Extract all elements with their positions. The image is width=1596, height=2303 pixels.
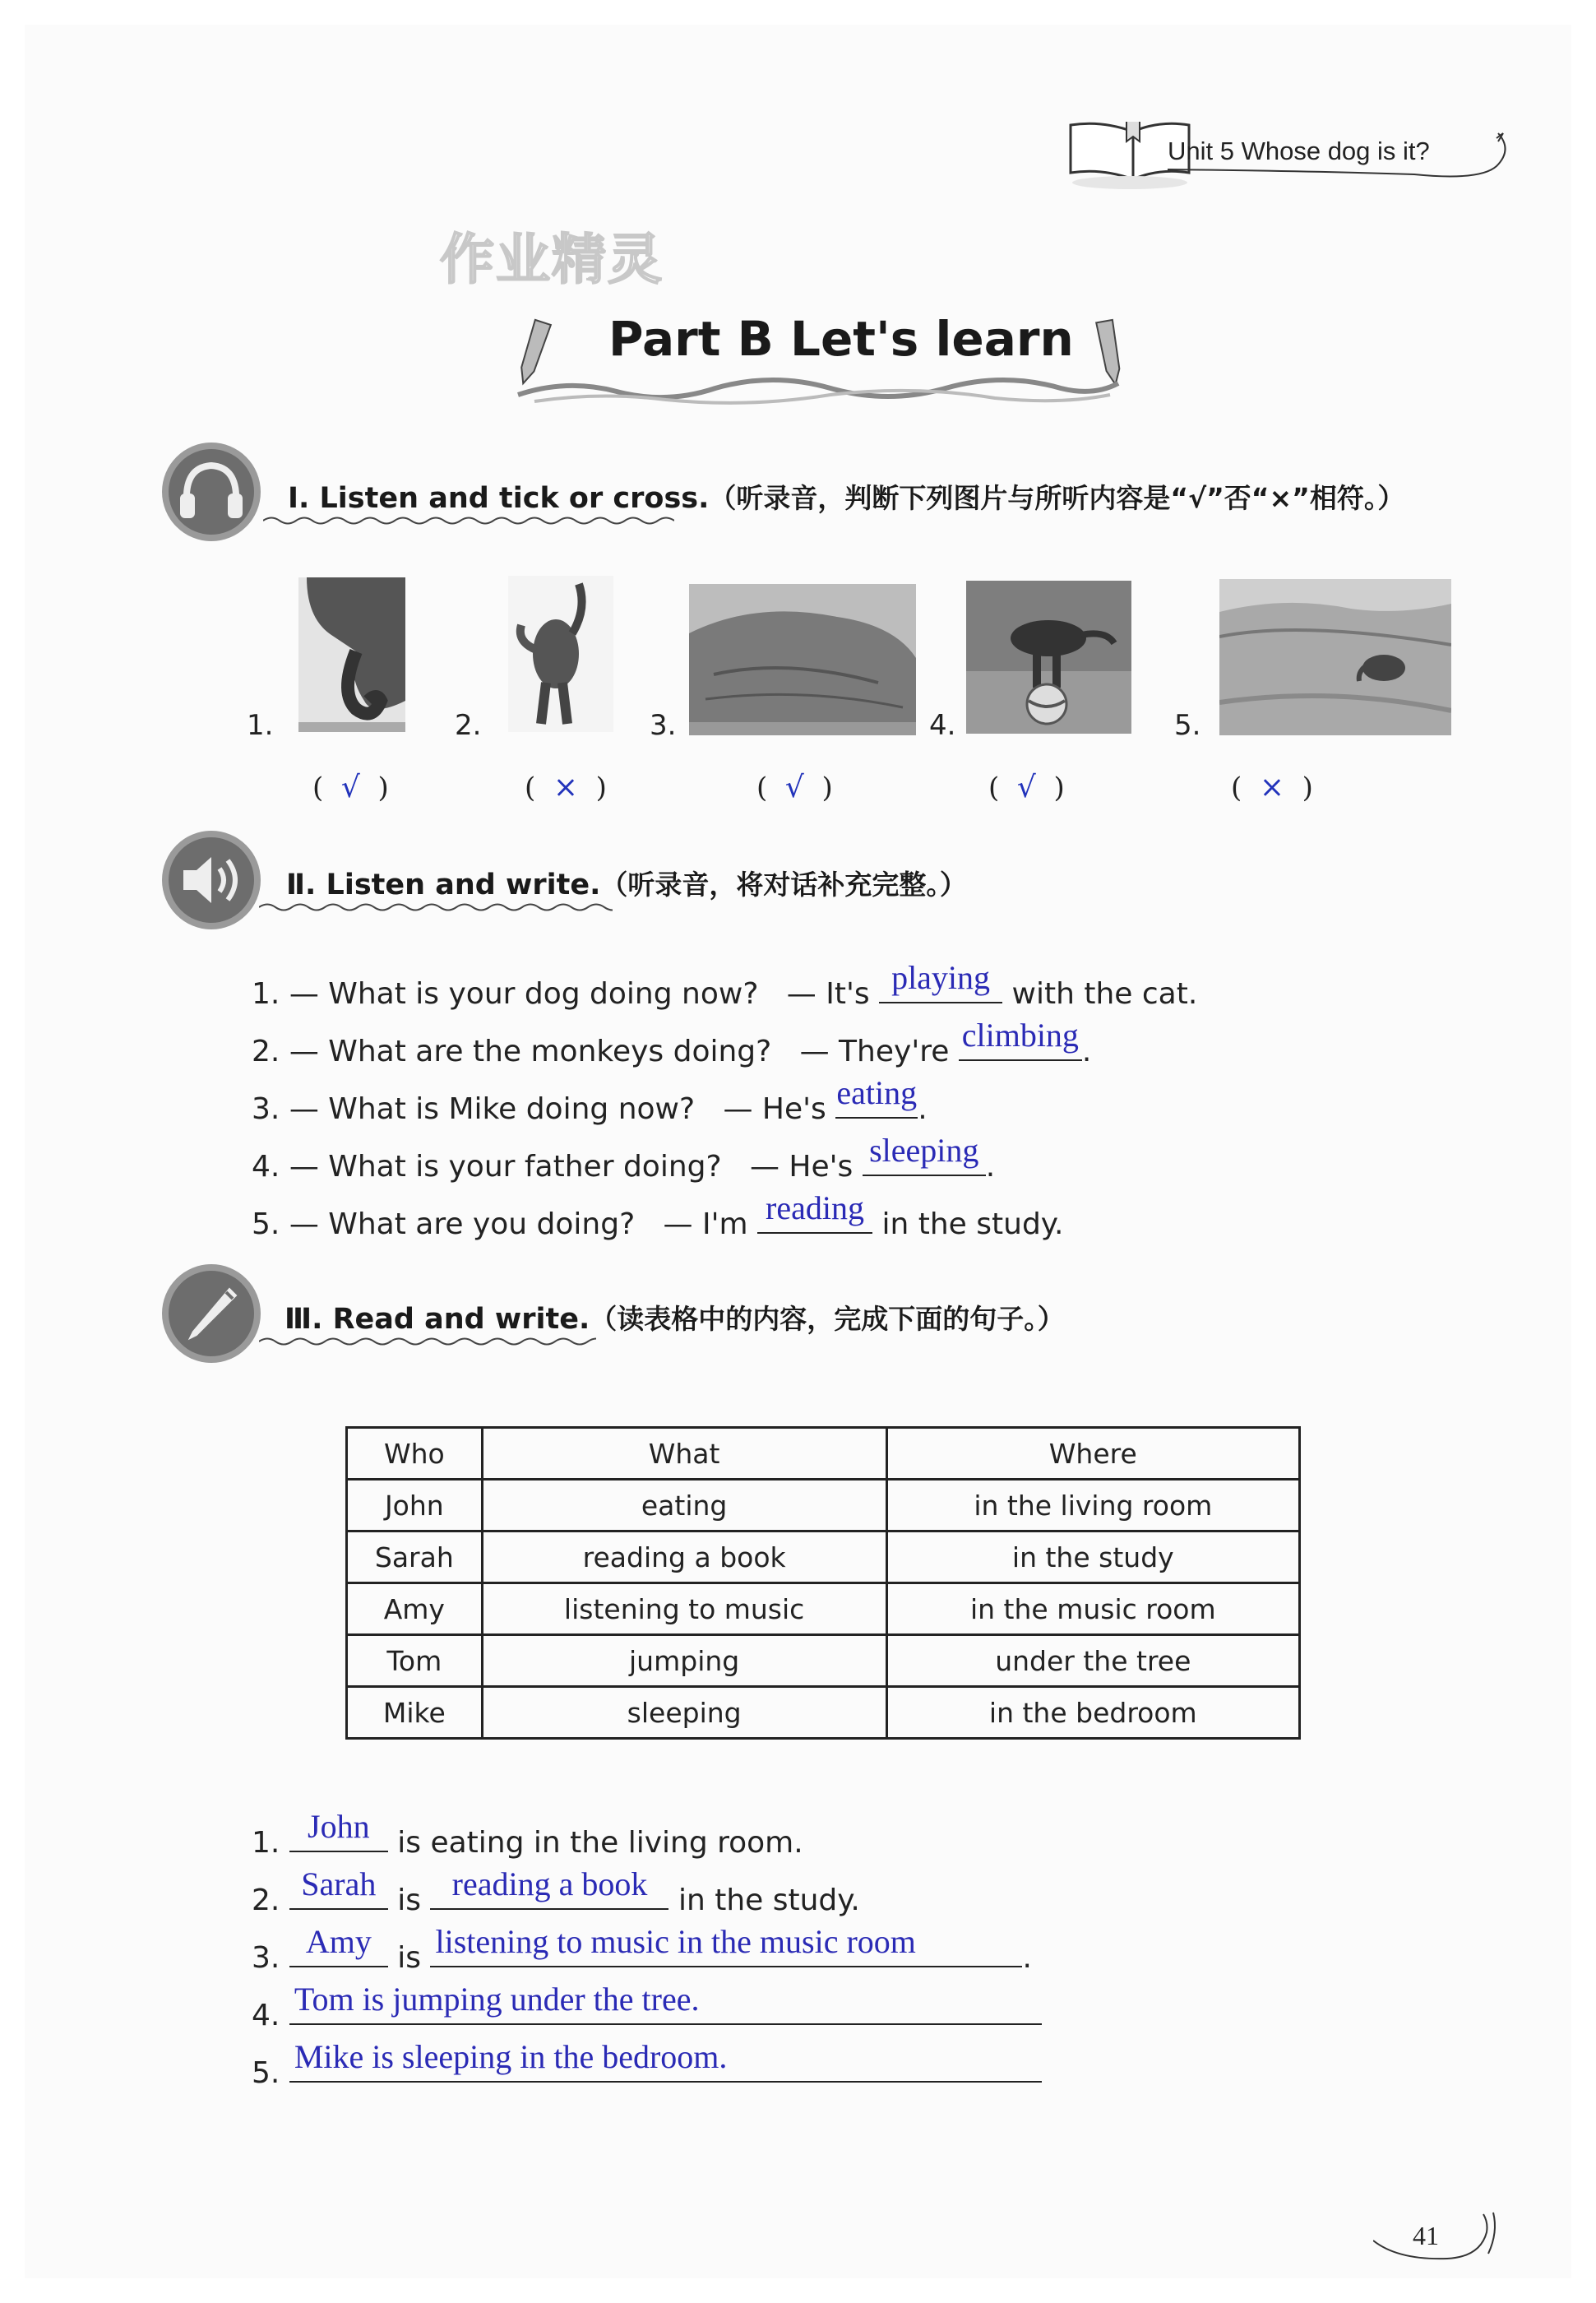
- elephant-lying-image: [689, 584, 916, 735]
- headphones-icon: [160, 441, 263, 544]
- table-cell: in the music room: [886, 1583, 1299, 1635]
- answer-1: ( √ ): [312, 771, 389, 804]
- unit-title: Unit 5 Whose dog is it?: [1168, 137, 1430, 165]
- sentence-4: 4. Tom is jumping under the tree.: [252, 1995, 1042, 2032]
- answer-5: ( × ): [1231, 771, 1313, 804]
- dialogue-5-blank[interactable]: reading: [757, 1204, 872, 1234]
- table-cell: Sarah: [347, 1531, 483, 1583]
- elephant-trunk-curled-image: [298, 577, 405, 732]
- elephant-on-ball-image: [966, 581, 1131, 734]
- watermark: 作业精灵: [440, 228, 664, 291]
- sentence-5: 5. Mike is sleeping in the bedroom.: [252, 2053, 1042, 2090]
- pencil-icon: [160, 1263, 263, 1365]
- dialogue-2: 2. — What are the monkeys doing? — They're climbing .: [252, 1017, 1092, 1068]
- table-header-cell: What: [482, 1428, 886, 1480]
- pencil-icon-right: [1096, 320, 1123, 386]
- section1-wavy-underline: [263, 515, 674, 526]
- unit-header: [1069, 117, 1513, 191]
- picture-1-number: 1.: [247, 709, 274, 742]
- table-header-cell: Who: [347, 1428, 483, 1480]
- sentence-2: 2. Sarah is reading a book in the study.: [252, 1865, 860, 1917]
- picture-1-elephant-trunk: [298, 577, 405, 732]
- sentence-3-blank-who[interactable]: Amy: [289, 1938, 388, 1967]
- elephant-in-water-image: [1219, 579, 1451, 735]
- sentence-1-blank[interactable]: John: [289, 1823, 388, 1852]
- table-cell: in the bedroom: [886, 1687, 1299, 1739]
- sentence-2-blank-what[interactable]: reading a book: [430, 1880, 668, 1910]
- elephant-standing-image: [508, 576, 613, 732]
- section3-heading: [285, 1298, 1065, 1337]
- dialogue-1: 1. — What is your dog doing now? — It's playing with the cat.: [252, 959, 1198, 1011]
- table-cell: in the study: [886, 1531, 1299, 1583]
- section1-title: Ⅰ. Listen and tick or cross.: [288, 482, 710, 515]
- section1-instruction: （听录音，判断下列图片与所听内容是“√”否“×”相符。）: [709, 482, 1405, 514]
- dialogue-1-blank[interactable]: playing: [879, 974, 1002, 1003]
- section2-title: Ⅱ. Listen and write.: [286, 869, 601, 901]
- table-row: [347, 1531, 1300, 1583]
- table-header-row: [347, 1428, 1300, 1480]
- table-cell: John: [347, 1480, 483, 1531]
- table-row: [347, 1583, 1300, 1635]
- table-cell: Amy: [347, 1583, 483, 1635]
- page-number-decoration: [1373, 2208, 1505, 2265]
- picture-4-number: 4.: [929, 709, 956, 742]
- page-number: 41: [1413, 2221, 1439, 2250]
- answer-4: ( √ ): [988, 771, 1065, 804]
- answer-3: ( √ ): [756, 771, 833, 804]
- dialogue-4-blank[interactable]: sleeping: [863, 1147, 986, 1176]
- sentence-2-blank-who[interactable]: Sarah: [289, 1880, 388, 1910]
- picture-2-number: 2.: [455, 709, 482, 742]
- section3-instruction: （读表格中的内容，完成下面的句子。）: [590, 1303, 1065, 1335]
- section2-wavy-underline: [259, 901, 613, 913]
- picture-3-number: 3.: [650, 709, 677, 742]
- section1-heading: [288, 477, 1404, 516]
- table-cell: eating: [482, 1480, 886, 1531]
- speaker-icon: [160, 829, 263, 932]
- sentence-3-blank-rest[interactable]: listening to music in the music room: [430, 1938, 1022, 1967]
- table-cell: listening to music: [482, 1583, 886, 1635]
- table-cell: under the tree: [886, 1635, 1299, 1687]
- table-cell: jumping: [482, 1635, 886, 1687]
- table-row: [347, 1687, 1300, 1739]
- picture-2-elephant-standing: [508, 576, 613, 732]
- table-cell: reading a book: [482, 1531, 886, 1583]
- table-row: [347, 1480, 1300, 1531]
- dialogue-3-blank[interactable]: eating: [835, 1089, 918, 1119]
- dialogue-5: 5. — What are you doing? — I'm reading in the study.: [252, 1189, 1064, 1241]
- answer-2: ( × ): [525, 771, 607, 804]
- dialogue-4: 4. — What is your father doing? — He's sleeping .: [252, 1132, 996, 1184]
- sentence-1: 1. John is eating in the living room.: [252, 1808, 803, 1860]
- table-cell: in the living room: [886, 1480, 1299, 1531]
- dialogue-2-blank[interactable]: climbing: [959, 1031, 1082, 1061]
- table-cell: sleeping: [482, 1687, 886, 1739]
- page-title: Part B Let's learn: [608, 311, 1074, 367]
- picture-5-elephant-in-water: [1219, 579, 1451, 735]
- pencil-icon-left: [516, 320, 551, 386]
- section3-title: Ⅲ. Read and write.: [285, 1303, 590, 1336]
- sentence-4-blank[interactable]: Tom is jumping under the tree.: [289, 1995, 1042, 2025]
- picture-4-elephant-on-ball: [966, 581, 1131, 734]
- info-table: [345, 1426, 1301, 1740]
- section3-wavy-underline: [259, 1336, 596, 1347]
- section2-heading: [286, 864, 967, 902]
- dialogue-3: 3. — What is Mike doing now? — He's eating .: [252, 1074, 928, 1126]
- picture-3-elephant-lying: [689, 584, 916, 735]
- picture-5-number: 5.: [1174, 709, 1201, 742]
- table-cell: Mike: [347, 1687, 483, 1739]
- sentence-3: 3. Amy is listening to music in the music room .: [252, 1923, 1032, 1975]
- table-header-cell: Where: [886, 1428, 1299, 1480]
- sentence-5-blank[interactable]: Mike is sleeping in the bedroom.: [289, 2053, 1042, 2083]
- table-row: [347, 1635, 1300, 1687]
- section2-instruction: （听录音，将对话补充完整。）: [600, 869, 967, 901]
- table-cell: Tom: [347, 1635, 483, 1687]
